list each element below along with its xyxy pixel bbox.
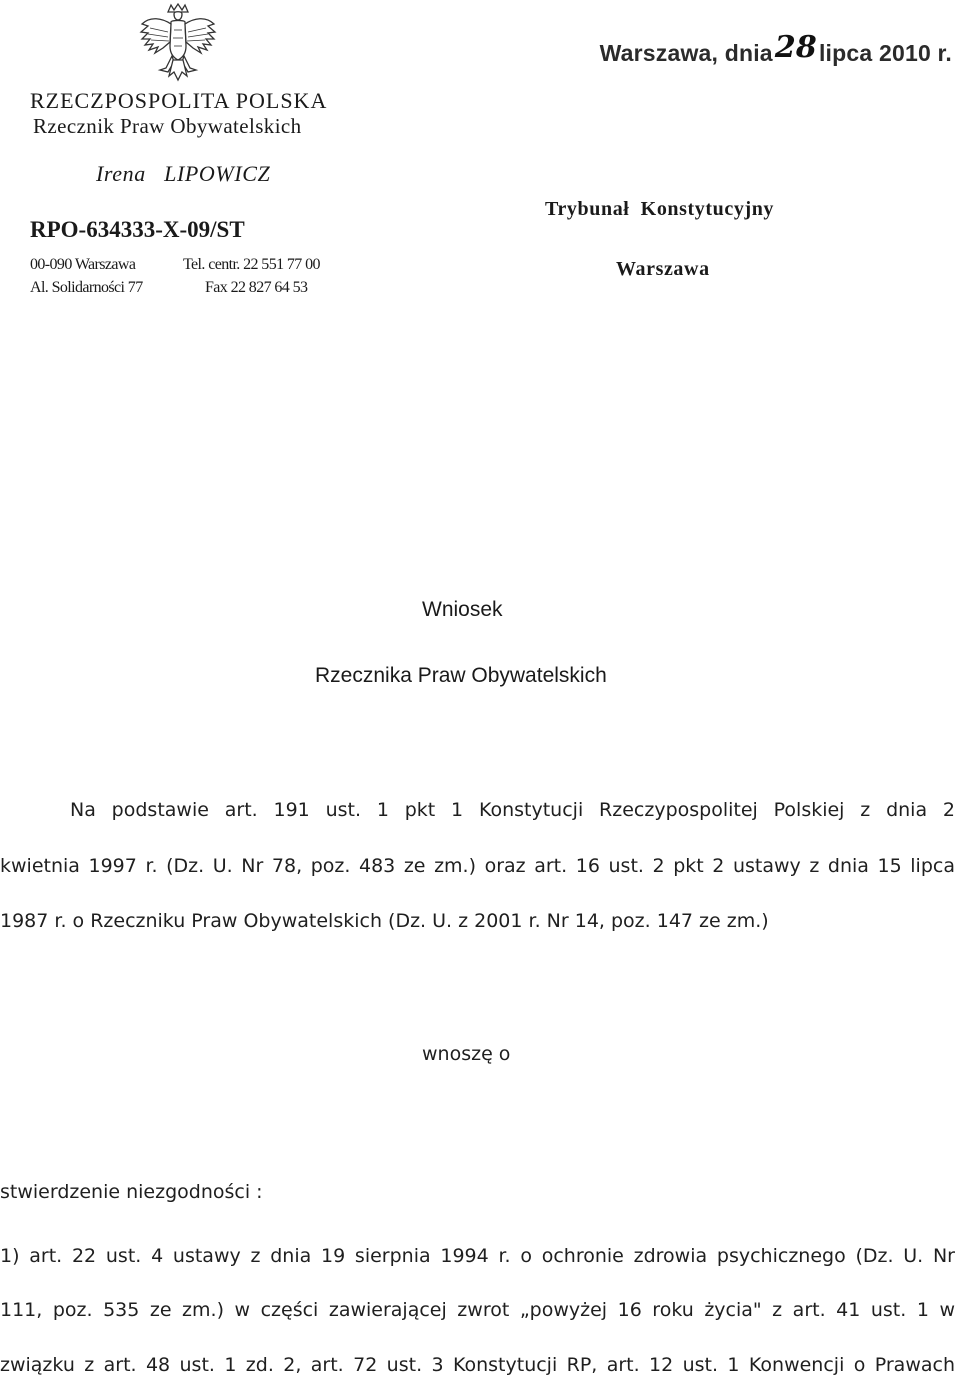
claim-item-line: 111, poz. 535 ze zm.) w części zawierającej zwrot „powyżej 16 roku życia" z art. 41 ust. 1 w	[0, 1299, 955, 1321]
document-title: Wniosek	[422, 598, 503, 621]
recipient-name: Trybunał Konstytucyjny	[545, 198, 775, 220]
paragraph-line: 1987 r. o Rzeczniku Praw Obywatelskich (Dz. U. z 2001 r. Nr 14, poz. 147 ze zm.)	[0, 910, 769, 932]
address-street: 00-090 Warszawa	[30, 256, 136, 273]
document-subtitle: Rzecznika Praw Obywatelskich	[315, 664, 607, 687]
sender-name: Irena LIPOWICZ	[96, 161, 271, 186]
claim-item-line: związku z art. 48 ust. 1 zd. 2, art. 72 ust. 3 Konstytucji RP, art. 12 ust. 1 Konwencji o Prawach	[0, 1354, 955, 1376]
address-avenue: Al. Solidarności 77	[30, 279, 143, 296]
date-suffix: lipca 2010 r.	[818, 40, 952, 66]
date-prefix: Warszawa, dnia	[599, 40, 773, 66]
address-fax: Fax 22 827 64 53	[205, 279, 308, 296]
sender-office: Rzecznik Praw Obywatelskich	[33, 114, 302, 138]
document-date	[599, 30, 952, 69]
eagle-emblem-icon	[138, 2, 218, 84]
paragraph-line: kwietnia 1997 r. (Dz. U. Nr 78, poz. 483 ze zm.) oraz art. 16 ust. 2 pkt 2 ustawy z dnia 15 lipca	[0, 855, 955, 877]
claim-label: stwierdzenie niezgodności :	[0, 1181, 263, 1203]
case-reference: RPO-634333-X-09/ST	[30, 217, 245, 242]
sender-country: RZECZPOSPOLITA POLSKA	[30, 88, 328, 113]
date-day-handwritten: 28	[774, 30, 817, 65]
claim-item-line: 1) art. 22 ust. 4 ustawy z dnia 19 sierpnia 1994 r. o ochronie zdrowia psychicznego (Dz. U. Nr	[0, 1245, 955, 1267]
address-phone: Tel. centr. 22 551 77 00	[183, 256, 320, 273]
request-heading: wnoszę o	[422, 1043, 511, 1065]
recipient-city: Warszawa	[616, 258, 710, 280]
paragraph-line: Na podstawie art. 191 ust. 1 pkt 1 Konstytucji Rzeczypospolitej Polskiej z dnia 2	[70, 799, 955, 821]
